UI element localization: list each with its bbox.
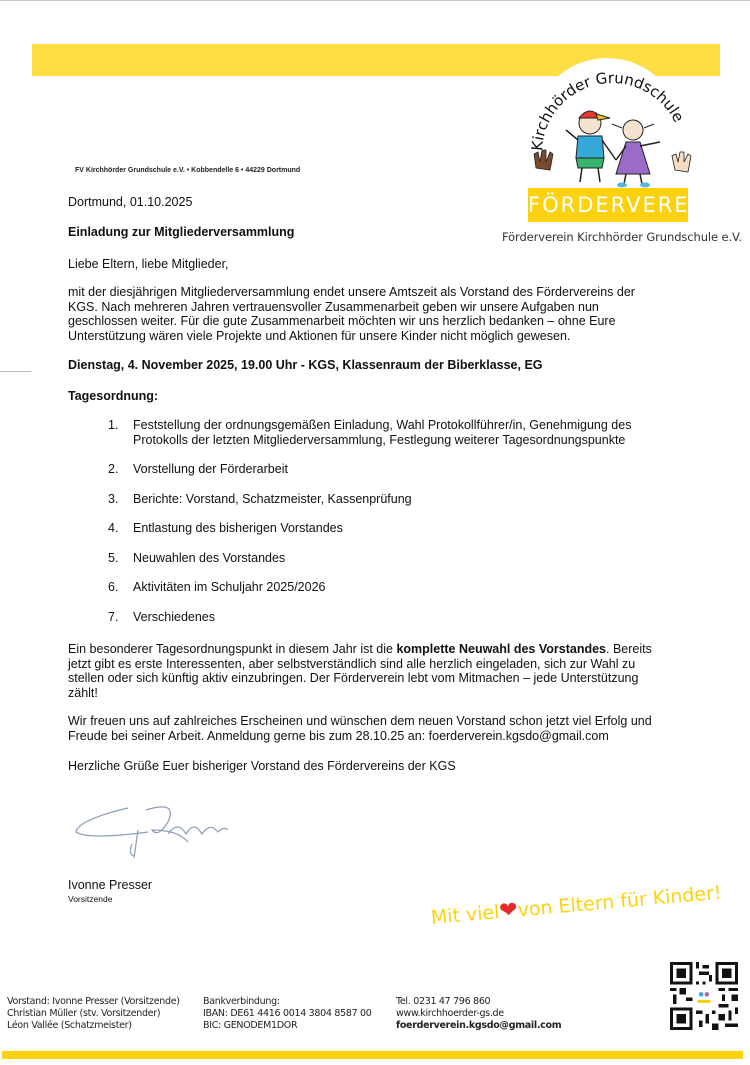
logo-foerderverein-box: FÖRDERVEREIN <box>528 188 688 222</box>
agenda-item-number: 3. <box>108 491 119 506</box>
letter-date: Dortmund, 01.10.2025 <box>68 195 193 209</box>
agenda-item-number: 6. <box>108 580 119 594</box>
sender-address-line: FV Kirchhörder Grundschule e.V. • Kobbendelle 6 • 44229 Dortmund <box>75 167 301 174</box>
agenda-title: Tagesordnung: <box>68 389 159 403</box>
agenda-item-text: Entlastung des bisherigen Vorstandes <box>133 521 343 535</box>
agenda-item-number: 1. <box>108 418 119 432</box>
fold-mark <box>0 371 31 372</box>
agenda-item-text: Aktivitäten im Schuljahr 2025/2026 <box>133 580 326 594</box>
agenda-item-number: 7. <box>108 609 119 624</box>
agenda-list <box>108 418 668 639</box>
qr-code[interactable] <box>670 962 738 1030</box>
agenda-item-number: 5. <box>108 550 119 565</box>
agenda-item-number: 4. <box>108 521 119 535</box>
footer-bank-line: IBAN: DE61 4416 0014 3804 8587 00 <box>203 1008 372 1019</box>
girl-figure <box>612 120 660 188</box>
footer-board-line: Vorstand: Ivonne Presser (Vorsitzende) <box>7 996 180 1007</box>
boy-figure <box>566 111 616 182</box>
slogan-text-before: Mit viel <box>429 901 501 930</box>
agenda-item-text: Verschiedenes <box>133 609 216 624</box>
heart-icon: ❤ <box>498 897 519 925</box>
election-text-post: . Bereits jetzt gibt es erste Interessenten, aber selbstverständlich sind alle herzlich eingeladen, sich zur Wahl zu stellen oder sich künftig aktiv einzubringen. Der Förderverein lebt vom Mitmachen – jede Unterstützung zählt! <box>68 642 652 700</box>
footer-bank <box>203 996 372 1032</box>
footer-email-link[interactable]: foerderverein.kgsdo@gmail.com <box>396 1020 562 1031</box>
footer-contact <box>396 996 561 1032</box>
agenda-item-text: Neuwahlen des Vorstandes <box>133 550 286 565</box>
agenda-item <box>108 492 668 507</box>
footer-board-line: Léon Vallée (Schatzmeister) <box>7 1020 132 1031</box>
slogan-text-after: von Eltern für Kinder! <box>516 881 723 922</box>
agenda-item-text: Vorstellung der Förderarbeit <box>133 462 288 476</box>
agenda-item-number: 2. <box>108 462 119 476</box>
agenda-item <box>108 610 668 625</box>
agenda-item <box>108 521 668 536</box>
left-hand-icon <box>534 150 553 170</box>
logo-caption: Förderverein Kirchhörder Grundschule e.V. <box>502 230 742 244</box>
agenda-item <box>108 551 668 566</box>
footer-bank-line: BIC: GENODEM1DOR <box>203 1020 298 1031</box>
agenda-item-text: Berichte: Vorstand, Schatzmeister, Kassenprüfung <box>133 491 412 506</box>
election-text-highlight: komplette Neuwahl des Vorstandes <box>396 642 606 656</box>
footer-bank-line: Bankverbindung: <box>203 996 280 1007</box>
event-details: Dienstag, 4. November 2025, 19.00 Uhr - KGS, Klassenraum der Biberklasse, EG <box>68 358 543 372</box>
agenda-item <box>108 580 668 595</box>
footer-website-link[interactable]: www.kirchhoerder-gs.de <box>396 1008 504 1019</box>
footer-phone: Tel. 0231 47 796 860 <box>396 996 491 1007</box>
letter-subject: Einladung zur Mitgliederversammlung <box>68 225 295 239</box>
foerderverein-logo <box>500 58 740 248</box>
signer-name: Ivonne Presser <box>68 878 153 892</box>
letter-greeting: Liebe Eltern, liebe Mitglieder, <box>68 257 229 271</box>
signer-role: Vorsitzende <box>68 894 113 904</box>
agenda-item <box>108 418 668 447</box>
logo-children-illustration <box>500 58 740 193</box>
footer-yellow-band <box>2 1051 743 1059</box>
agenda-item-text: Feststellung der ordnungsgemäßen Einladung, Wahl Protokollführer/in, Genehmigung des Protokolls der letzten Mitgliederversammlung, Festlegung weiterer Tagesordnungspunkte <box>133 418 632 447</box>
handwritten-signature <box>68 790 238 870</box>
intro-paragraph: mit der diesjährigen Mitgliederversammlung endet unsere Amtszeit als Vorstand des Fördervereins der KGS. Nach mehreren Jahren vertrauensvoller Zusammenarbeit geben wir unsere Aufgaben nun geschlossen weiter. Für die gute Zusammenarbeit möchten wir uns herzlich bedanken – ohne Eure Unterstützung wären viele Projekte und Aktionen für unsere Kinder nicht möglich gewesen. <box>68 285 635 343</box>
slogan <box>430 880 723 930</box>
footer-board <box>7 996 180 1032</box>
registration-paragraph: Wir freuen uns auf zahlreiches Erscheinen und wünschen dem neuen Vorstand schon jetzt viel Erfolg und Freude bei seiner Arbeit. Anmeldung gerne bis zum 28.10.25 an: foerderverein.kgsdo@gmail.com <box>68 714 652 743</box>
right-hand-icon <box>672 152 691 172</box>
election-paragraph <box>68 642 668 700</box>
footer-board-line: Christian Müller (stv. Vorsitzender) <box>7 1008 161 1019</box>
election-text-pre: Ein besonderer Tagesordnungspunkt in diesem Jahr ist die <box>68 642 397 656</box>
logo-arc-text: Kirchhörder Grundschule <box>527 68 688 152</box>
closing-line: Herzliche Grüße Euer bisheriger Vorstand des Fördervereins der KGS <box>68 759 456 773</box>
agenda-item <box>108 462 668 477</box>
page-top-border <box>0 0 750 1</box>
